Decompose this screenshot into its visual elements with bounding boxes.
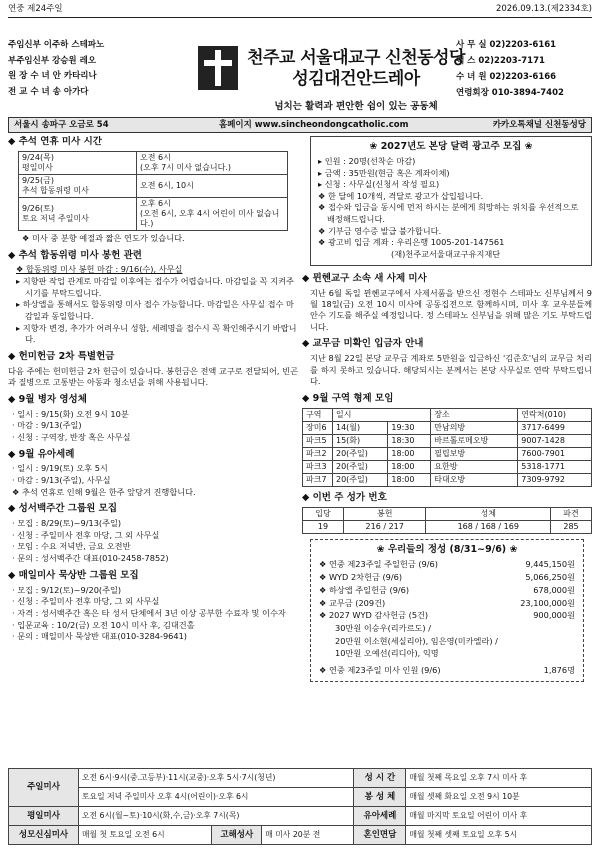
section-title: ◆ 이번 주 성가 번호 bbox=[302, 491, 387, 503]
mass-name: 추석 합동위령 미사 bbox=[22, 185, 89, 195]
list-item: · 모임 : 수요 저녁반, 금요 오전반 bbox=[12, 541, 131, 552]
contact-item: 사 무 실 02)2203-6161 bbox=[456, 40, 557, 50]
list-item: · 문의 : 성서백주간 대표(010-2458-7852) bbox=[12, 553, 169, 564]
staff-list bbox=[8, 40, 198, 102]
cell: 9007-1428 bbox=[518, 434, 592, 447]
attendance-count: 1,876명 bbox=[543, 665, 575, 676]
section-title: ◆ 뮌헨교구 소속 새 사제 미사 bbox=[302, 272, 427, 284]
list-item: · 일시 : 9/15(화) 오전 9시 10분 bbox=[12, 408, 129, 419]
contact-item: 연령회장 010-3894-7402 bbox=[456, 88, 564, 98]
list-item: · 모집 : 9/12(토)~9/20(주일) bbox=[12, 584, 122, 595]
cell: 만남의방 bbox=[431, 421, 518, 434]
section-title: ◆ 9월 병자 영성체 bbox=[8, 393, 87, 405]
offering-label: ❖ WYD 2차헌금 (9/6) bbox=[319, 572, 403, 583]
attendance-row bbox=[319, 664, 575, 677]
donor-line: 30만원 이승우(리카르도) / bbox=[335, 622, 431, 633]
section-text: 다음 주에는 헌미헌금 2차 헌금이 있습니다. 봉헌금은 전액 교구로 전달되어, 빈곤과 질병으로 고통받는 아동과 청소년을 위해 사용됩니다. bbox=[8, 365, 298, 388]
list-item: · 마감 : 9/13(주일), 사무실 bbox=[12, 475, 111, 486]
table-row bbox=[303, 520, 592, 533]
list-item: ❖ 기부금 영수증 발급 불가합니다. bbox=[318, 225, 442, 236]
list-item: ❖ 추석 연휴로 인해 9월은 한주 앞당겨 진행합니다. bbox=[12, 486, 196, 497]
list-item: · 신청 : 주일미사 전후 마당, 그 외 사무실 bbox=[12, 529, 160, 540]
header-cell: 장소 bbox=[431, 408, 518, 421]
schedule-table bbox=[8, 768, 592, 845]
confess-label: 고해성사 bbox=[212, 826, 262, 845]
table-row bbox=[9, 826, 592, 845]
sunday-line2: 토요일 저녁 주일미사 오후 4시(어린이)·오후 6시 bbox=[79, 788, 354, 807]
section-title: ◆ 9월 구역 형제 모임 bbox=[302, 392, 394, 404]
marriage-label: 혼인면담 bbox=[354, 826, 406, 845]
cell: 바르톨로메오방 bbox=[431, 434, 518, 447]
list-item: ▸ 지향판 작업 관계로 마감일 이후에는 접수가 어렵습니다. 마감일을 꼭 지켜주시기를 부탁드립니다. bbox=[16, 276, 294, 298]
header-cell: 일시 bbox=[333, 408, 431, 421]
contact-item: 수 녀 원 02)2203-6166 bbox=[456, 72, 557, 82]
section-title: ◆ 추석 연휴 미사 시간 bbox=[8, 136, 102, 147]
cell: 20(주일) bbox=[333, 460, 388, 473]
cell: 요한방 bbox=[431, 460, 518, 473]
table-row bbox=[19, 174, 288, 197]
confess-text: 매 미사 20분 전 bbox=[262, 826, 354, 845]
contact-item: 팩 스 02)2203-7171 bbox=[456, 56, 545, 66]
title-line1: 천주교 서울대교구 신천동성당 bbox=[247, 48, 465, 68]
mass-time: 오전 6시 bbox=[140, 152, 171, 162]
section-title: ❀ 우리들의 정성 (8/31~9/6) ❀ bbox=[376, 543, 518, 555]
memorial-mass-section bbox=[8, 250, 298, 346]
mass-time: 오전 6시, 10시 bbox=[140, 180, 194, 190]
kakao-channel[interactable]: 카카오톡채널 신천동성당 bbox=[492, 119, 586, 130]
cell: 216 / 217 bbox=[343, 520, 426, 533]
staff-item: 전 교 수 녀 송 아가다 bbox=[8, 86, 89, 97]
mass-schedule-footer bbox=[8, 768, 592, 845]
list-item: ▸ 인원 : 20명(선착순 마감) bbox=[318, 155, 416, 166]
offering-amount: 9,445,150원 bbox=[525, 559, 575, 570]
offering-amount: 23,100,000원 bbox=[520, 597, 575, 608]
brothers-meeting-section bbox=[302, 393, 592, 487]
parish-motto: 넘치는 활력과 편안한 쉼이 있는 공동체 bbox=[274, 101, 438, 112]
table-row bbox=[303, 473, 592, 486]
section-title: ◆ 헌미헌금 2차 특별헌금 bbox=[8, 350, 115, 362]
cell: 15(화) bbox=[333, 434, 388, 447]
list-item: · 문의 : 매일미사 묵상반 대표(010-3284-9641) bbox=[12, 631, 187, 642]
meeting-table bbox=[302, 408, 592, 487]
offering-amount: 900,000원 bbox=[533, 610, 575, 621]
table-row bbox=[303, 434, 592, 447]
parish-title bbox=[244, 48, 468, 91]
list-item: ▸ 하상앱을 통해서도 합동위령 미사 접수 가능합니다. 마감일은 사무실 접수 마감일과 동일합니다. bbox=[16, 299, 294, 321]
cell: 19 bbox=[303, 520, 344, 533]
offering-amount: 5,066,250원 bbox=[525, 572, 575, 583]
section-title: ◆ 매일미사 묵상반 그룹원 모집 bbox=[8, 569, 139, 581]
mass-day: 9/25(금) bbox=[22, 175, 54, 185]
section-title: ❀ 2027년도 본당 달력 광고주 모집 ❀ bbox=[369, 141, 533, 152]
anoint-label: 봉 성 체 bbox=[354, 788, 406, 807]
table-row bbox=[19, 151, 288, 174]
header-cell: 파견 bbox=[551, 507, 592, 520]
table-row bbox=[9, 788, 592, 807]
infant-text: 매월 마지막 토요일 어린이 미사 후 bbox=[406, 807, 592, 826]
cell: 파크2 bbox=[303, 447, 333, 460]
cell: 장미6 bbox=[303, 421, 333, 434]
new-priest-section bbox=[302, 273, 592, 334]
table-row bbox=[303, 460, 592, 473]
cell: 타대오방 bbox=[431, 473, 518, 486]
address: 서울시 송파구 오금로 54 bbox=[14, 119, 109, 130]
offering-label: ❖ 교무금 (209건) bbox=[319, 597, 386, 608]
right-column bbox=[302, 136, 592, 736]
cell: 파크7 bbox=[303, 473, 333, 486]
cell: 18:00 bbox=[388, 473, 431, 486]
meditation-group-section bbox=[8, 570, 298, 643]
sunday-label: 주일미사 bbox=[9, 769, 79, 807]
title-line2: 성김대건안드레아 bbox=[292, 69, 420, 90]
offering-row bbox=[319, 558, 575, 571]
holy-text: 매월 첫 토요일 오전 6시 bbox=[79, 826, 212, 845]
offering-label: ❖ 하상앱 주일헌금 (9/6) bbox=[319, 584, 410, 595]
adoration-label: 성 시 간 bbox=[354, 769, 406, 788]
holiday-mass-table bbox=[18, 151, 288, 231]
infant-baptism-section bbox=[8, 449, 298, 499]
adoration-text: 매월 첫째 목요일 오후 7시 미사 후 bbox=[406, 769, 592, 788]
header-cell: 성체 bbox=[426, 507, 551, 520]
list-item: ▸ 금액 : 35만원(현금 혹은 계좌이체) bbox=[318, 167, 450, 178]
header-cell: 구역 bbox=[303, 408, 333, 421]
left-column bbox=[8, 136, 298, 736]
staff-item: 주임신부 이주하 스테파노 bbox=[8, 40, 105, 50]
anoint-text: 매월 셋째 화요일 오전 9시 10분 bbox=[406, 788, 592, 807]
cell: 14(월) bbox=[333, 421, 388, 434]
infant-label: 유아세례 bbox=[354, 807, 406, 826]
table-row bbox=[9, 769, 592, 788]
table-row bbox=[19, 197, 288, 230]
list-item: ▸ 신청 : 사무실(신청서 작성 필요) bbox=[318, 179, 440, 190]
sick-communion-section bbox=[8, 394, 298, 444]
info-bar bbox=[8, 117, 592, 133]
donor-line: 20만원 이소현(세실리아), 임은영(미카엘라) / bbox=[335, 635, 498, 646]
list-item: ❖ 한 달에 10개씩, 격달로 광고가 삽입됩니다. bbox=[318, 190, 484, 201]
offering-label: ❖ 2027 WYD 감사헌금 (5건) bbox=[319, 610, 429, 621]
hymn-table bbox=[302, 507, 592, 534]
cell: 파크3 bbox=[303, 460, 333, 473]
account-holder: (재)천주교서울대교구유지재단 bbox=[391, 249, 501, 259]
attendance-label: ❖ 연중 제23주일 미사 인원 (9/6) bbox=[319, 665, 441, 676]
cell: 19:30 bbox=[388, 421, 431, 434]
mass-time: 오후 6시 bbox=[140, 198, 171, 208]
issue-date: 2026.09.13.(제2334호) bbox=[495, 4, 592, 14]
cell: 285 bbox=[551, 520, 592, 533]
cell: 7309-9792 bbox=[518, 473, 592, 486]
cell: 168 / 168 / 169 bbox=[426, 520, 551, 533]
mass-note: (오후 7시 미사 없습니다.) bbox=[140, 162, 232, 172]
list-item: ❖ 접수와 입금을 동시에 먼저 하시는 분에게 희망하는 위치를 우선적으로 배정해드립니다. bbox=[318, 202, 579, 225]
section-text: 지난 6월 독일 뮌헨교구에서 사제서품을 받으신 정현수 스테파노 신부님께서 9월 18일(금) 오전 10시 미사에 공동집전으로 함께하시며, 미사 후 교우분들께 안수 기도를 해주실 예정입니다. 정 스테파노 신부님을 위해 많은 기도 부탁드립니다. bbox=[310, 287, 592, 332]
header-cell: 봉헌 bbox=[343, 507, 426, 520]
offering-row bbox=[319, 597, 575, 610]
offering-label: ❖ 연중 제23주일 주일헌금 (9/6) bbox=[319, 559, 438, 570]
mass-day: 9/24(목) bbox=[22, 152, 54, 162]
rice-offering-section bbox=[8, 351, 298, 389]
mass-note: (오전 6시, 오후 4시 어린이 미사 없습니다.) bbox=[140, 208, 280, 228]
list-item: · 신청 : 구역장, 반장 혹은 사무실 bbox=[12, 431, 131, 442]
list-item: · 입문교육 : 10/2(금) 오전 10시 미사 후, 김대건홀 bbox=[12, 619, 195, 630]
donor-line: 10만원 오예선(리디아), 익명 bbox=[335, 648, 439, 659]
mass-day: 9/26(토) bbox=[22, 203, 54, 213]
cell: 3717-6499 bbox=[518, 421, 592, 434]
table-header bbox=[303, 507, 592, 520]
staff-item: 부주임신부 강승원 레오 bbox=[8, 55, 97, 66]
hymn-section bbox=[302, 492, 592, 534]
list-item: · 모집 : 8/29(토)~9/13(주일) bbox=[12, 518, 122, 529]
table-row bbox=[303, 447, 592, 460]
weekday-line: 오전 6시(월~토)·10시(화,수,금)·오후 7시(목) bbox=[79, 807, 354, 826]
list-item: · 일시 : 9/19(토) 오후 5시 bbox=[12, 463, 108, 474]
homepage-link[interactable]: 홈페이지 www.sincheondongcatholic.com bbox=[219, 119, 409, 130]
masthead bbox=[8, 17, 592, 117]
marriage-text: 매월 첫째 셋째 토요일 오후 5시 bbox=[406, 826, 592, 845]
offering-row bbox=[319, 584, 575, 597]
cell: 18:30 bbox=[388, 434, 431, 447]
holiday-mass-section bbox=[8, 136, 298, 245]
holy-label: 성모신심미사 bbox=[9, 826, 79, 845]
staff-item: 원 장 수 녀 안 카타리나 bbox=[8, 71, 97, 81]
header-cell: 입당 bbox=[303, 507, 344, 520]
cell: 20(주일) bbox=[333, 473, 388, 486]
cross-logo-icon bbox=[198, 46, 238, 90]
footnote: ❖ 미사 중 분향 예절과 짧은 연도가 있습니다. bbox=[22, 232, 185, 243]
cell: 5318-1771 bbox=[518, 460, 592, 473]
list-item: · 신청 : 주일미사 전후 마당, 그 외 사무실 bbox=[12, 596, 160, 607]
cell: 파크5 bbox=[303, 434, 333, 447]
table-header bbox=[303, 408, 592, 421]
cell: 18:00 bbox=[388, 460, 431, 473]
top-line bbox=[8, 4, 592, 16]
cell: 20(주일) bbox=[333, 447, 388, 460]
season-label: 연중 제24주일 bbox=[8, 4, 63, 14]
table-row bbox=[9, 807, 592, 826]
list-item: · 자격 : 성서백주간 혹은 타 성서 단체에서 3년 이상 공부한 수료자 및 이수자 bbox=[12, 607, 286, 618]
weekday-label: 평일미사 bbox=[9, 807, 79, 826]
list-item: · 마감 : 9/13(주일) bbox=[12, 420, 82, 431]
section-title: ◆ 9월 유아세례 bbox=[8, 448, 75, 460]
section-title: ◆ 추석 합동위령 미사 봉헌 관련 bbox=[8, 249, 142, 261]
cell: 7600-7901 bbox=[518, 447, 592, 460]
unconfirmed-deposit-section bbox=[302, 338, 592, 387]
calendar-ad-box bbox=[310, 136, 592, 266]
list-item: ❖ 합동위령 미사 봉헌 마감 : 9/16(수), 사무실 bbox=[16, 264, 183, 275]
list-item: ❖ 광고비 입금 계좌 : 우리은행 1005-201-147561 bbox=[318, 237, 505, 248]
mass-name: 평일미사 bbox=[22, 162, 53, 172]
table-row bbox=[303, 421, 592, 434]
section-title: ◆ 성서백주간 그룹원 모집 bbox=[8, 503, 117, 515]
bible-study-section bbox=[8, 503, 298, 564]
offering-amount: 678,000원 bbox=[533, 584, 575, 595]
offering-row bbox=[319, 609, 575, 622]
cell: 18:00 bbox=[388, 447, 431, 460]
section-text: 지난 8월 22일 본당 교무금 계좌로 5만원을 입금하신 '김준호'님의 교무금 처리를 하지 못하고 있습니다. 해당되시는 분께서는 본당 사무실로 연락 부탁드립니다. bbox=[310, 353, 592, 387]
offering-summary-box bbox=[310, 539, 584, 682]
sunday-line1: 오전 6시·9시(중.고등부)·11시(교중)·오후 5시·7시(청년) bbox=[79, 769, 354, 788]
cell: 필립보방 bbox=[431, 447, 518, 460]
contact-list bbox=[456, 40, 588, 104]
offering-row bbox=[319, 571, 575, 584]
section-title: ◆ 교무금 미확인 입금자 안내 bbox=[302, 338, 424, 350]
list-item: ▸ 지향자 변경, 추가가 어려우니 성함, 세례명을 접수시 꼭 확인해주시기 바랍니다. bbox=[16, 322, 297, 345]
mass-name: 토요 저녁 주일미사 bbox=[22, 213, 89, 223]
header-cell: 연락처(010) bbox=[518, 408, 592, 421]
